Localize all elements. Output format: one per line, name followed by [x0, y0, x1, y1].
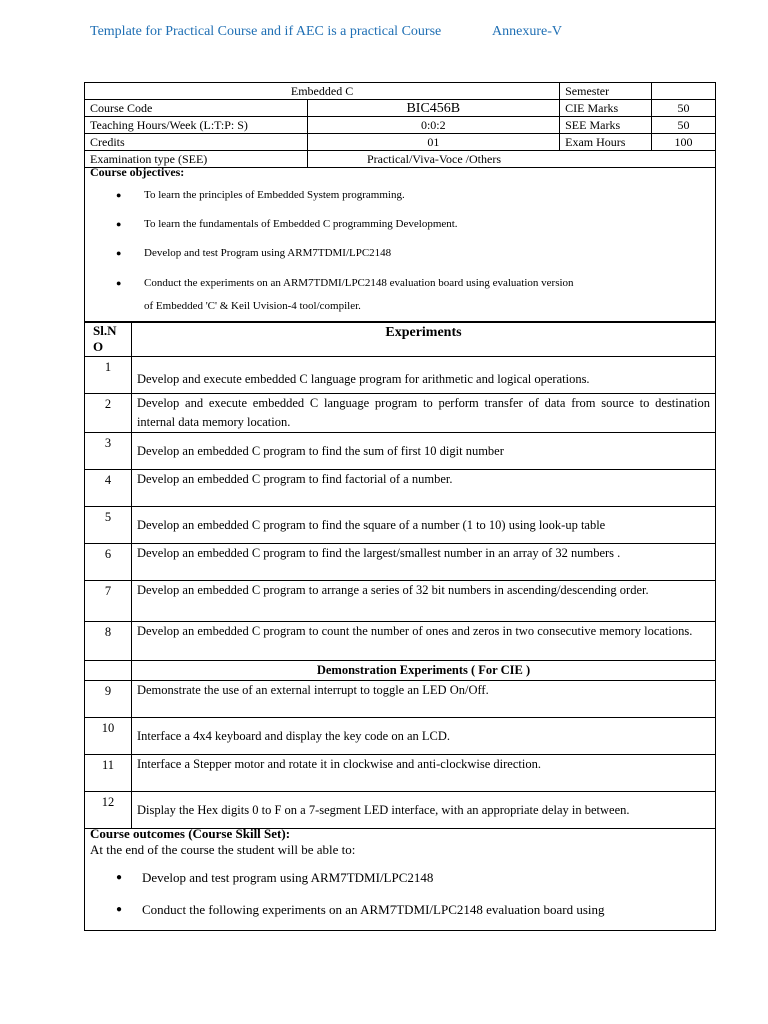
course-objectives-cell [85, 165, 716, 322]
annexure-label: Annexure-V [492, 24, 562, 39]
sl-number: 1 [85, 357, 132, 394]
bullet-icon: ● [116, 190, 122, 200]
experiment-text: Display the Hex digits 0 to F on a 7-segment LED interface, with an appropriate delay in between. [131, 792, 715, 829]
sl-number: 3 [85, 433, 132, 470]
demo-experiments-header: Demonstration Experiments ( For CIE ) [131, 661, 715, 681]
credits-label: Credits [85, 134, 308, 151]
sl-number: 5 [85, 507, 132, 544]
objective-item: ● To learn the principles of Embedded System programming. [116, 189, 405, 201]
sl-number: 10 [85, 718, 132, 755]
outcomes-list [90, 870, 710, 917]
experiment-text: Develop an embedded C program to find factorial of a number. [131, 470, 715, 507]
teaching-hours-label: Teaching Hours/Week (L:T:P: S) [85, 117, 308, 134]
objectives-list [90, 188, 710, 314]
bullet-icon: ● [116, 904, 123, 915]
credits-value: 01 [307, 134, 560, 151]
outcome-item: ● Conduct the following experiments on an ARM7TDMI/LPC2148 evaluation board using [116, 902, 605, 917]
sl-number: 8 [85, 622, 132, 661]
see-marks-label: SEE Marks [560, 117, 652, 134]
experiment-text: Develop an embedded C program to find the sum of first 10 digit number [131, 433, 715, 470]
experiment-text: Demonstrate the use of an external interrupt to toggle an LED On/Off. [131, 681, 715, 718]
outcome-item: ● Develop and test program using ARM7TDMI/LPC2148 [116, 870, 434, 885]
sl-number: 2 [85, 394, 132, 433]
see-marks-value: 50 [652, 117, 716, 134]
sl-number: 6 [85, 544, 132, 581]
experiment-text: Develop and execute embedded C language program for arithmetic and logical operations. [131, 357, 715, 394]
sl-number: 7 [85, 581, 132, 622]
outcomes-title: Course outcomes (Course Skill Set): [90, 826, 291, 841]
sl-no-header: Sl.N O [85, 323, 132, 357]
semester-value [652, 83, 716, 100]
cie-marks-value: 50 [652, 100, 716, 117]
sl-number: 9 [85, 681, 132, 718]
cie-marks-label: CIE Marks [560, 100, 652, 117]
exam-type-label: Examination type (SEE) [85, 151, 308, 168]
experiment-text: Develop an embedded C program to count the number of ones and zeros in two consecutive memory locations. [131, 622, 715, 661]
experiment-text: Interface a Stepper motor and rotate it in clockwise and anti-clockwise direction. [131, 755, 715, 792]
objectives-title: Course objectives: [90, 165, 185, 179]
bullet-icon: ● [116, 872, 123, 883]
experiment-text: Develop an embedded C program to find the largest/smallest number in an array of 32 numbers . [131, 544, 715, 581]
experiment-text: Develop and execute embedded C language program to perform transfer of data from source to destination internal data memory location. [131, 394, 715, 433]
experiments-header: Experiments [131, 323, 715, 357]
exam-type-value: Practical/Viva-Voce /Others [366, 151, 501, 166]
semester-label: Semester [560, 83, 652, 100]
exam-hours-value: 100 [652, 134, 716, 151]
objective-item: ● Conduct the experiments on an ARM7TDMI/LPC2148 evaluation board using evaluation version [116, 277, 574, 289]
exam-hours-label: Exam Hours [560, 134, 652, 151]
objective-item: ● Develop and test Program using ARM7TDMI/LPC2148 [116, 247, 392, 259]
course-outcomes-table [84, 826, 716, 931]
experiment-text: Interface a 4x4 keyboard and display the key code on an LCD. [131, 718, 715, 755]
bullet-icon: ● [116, 248, 122, 258]
experiment-text: Develop an embedded C program to arrange a series of 32 bit numbers in ascending/descending order. [131, 581, 715, 622]
teaching-hours-value: 0:0:2 [307, 117, 560, 134]
outcomes-intro: At the end of the course the student will be able to: [90, 842, 356, 857]
course-objectives-table [84, 165, 716, 322]
sl-number: 11 [85, 755, 132, 792]
page-header [90, 24, 562, 40]
course-code-label: Course Code [85, 100, 308, 117]
experiment-text: Develop an embedded C program to find the square of a number (1 to 10) using look-up table [131, 507, 715, 544]
course-title: Embedded C [85, 83, 560, 100]
bullet-icon: ● [116, 278, 122, 288]
objective-item: ● To learn the fundamentals of Embedded C programming Development. [116, 218, 458, 230]
sl-number: 12 [85, 792, 132, 829]
course-info-table [84, 82, 716, 168]
objective-item-continuation: of Embedded 'C' & Keil Uvision-4 tool/compiler. [144, 300, 361, 312]
bullet-icon: ● [116, 219, 122, 229]
sl-number: 4 [85, 470, 132, 507]
course-code-value: BIC456B [307, 100, 560, 117]
demo-header-spacer [85, 661, 132, 681]
course-outcomes-cell [85, 826, 716, 931]
template-title: Template for Practical Course and if AEC is a practical Course [90, 24, 442, 39]
experiments-table [84, 322, 716, 829]
